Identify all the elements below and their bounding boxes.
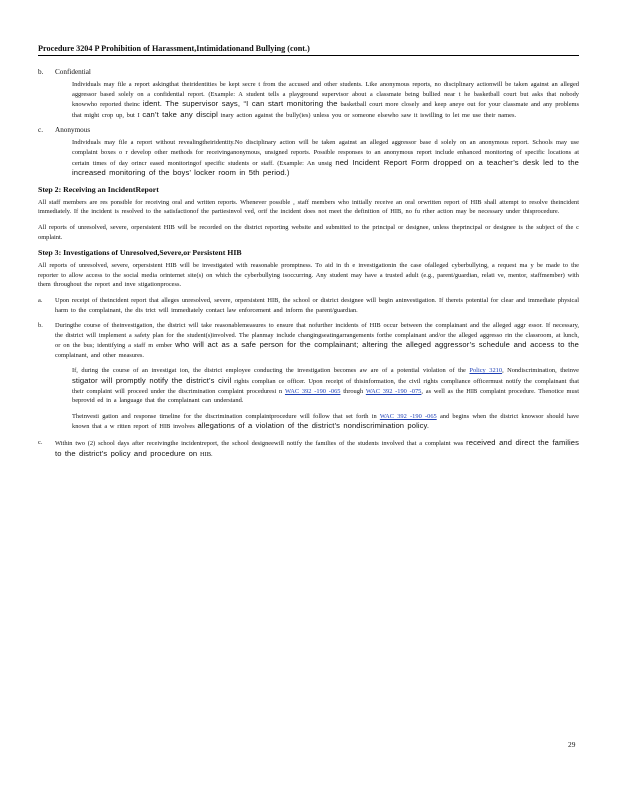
step-3-b-p2-text-3: stigator will promptly notify the district’s civil — [72, 376, 232, 386]
step-3-item-c-text-3: HIB. — [199, 450, 213, 458]
step-3-item-c — [38, 438, 579, 459]
section-b-heading — [38, 68, 579, 76]
section-c-text-2: ned Incident Report Form dropped on a teacher’s desk led to the increased monitoring of the boys’ locker room in 5th period.) — [72, 157, 579, 178]
step-2-heading: Step 2: Receiving an IncidentReport — [38, 184, 159, 194]
step-3-item-a — [38, 296, 579, 315]
step-3-b-p2-text-5: through — [343, 387, 364, 395]
section-c-letter: c. — [38, 126, 43, 135]
step-3-b-p2-text-4: rights complian ce officer. Upon receipt of thisinformation, the civil rights compliance officermust notify the complainant that their complaint will proceed under the discrimination complaint proceduresi n — [72, 378, 579, 395]
step-3-b-p2-text-2: , Nondiscrimination, theinve — [502, 367, 580, 375]
step-3-item-c-text — [55, 438, 579, 459]
step-3-item-c-text-1: Within two (2) school days after receivingthe incidentreport, the school designeewill notify the families of the students involved that a complaint was — [55, 440, 464, 448]
step-2-paragraph-2: All reports of unresolved, severe, orpersistent HIB will be recorded on the district reporting website and submitted to the principal or designee, unless theprincipal or designee is the subject of the c omplaint. — [38, 223, 579, 241]
step-3-b-p2-text-1: If, during the course of an investigat ion, the district employee conducting the investigation becomes aw are of a potential violation of the — [72, 367, 466, 375]
step-3-item-b — [38, 321, 579, 360]
section-c-text-1: Individuals may file a report without revealingtheiridentity.No disciplinary action will be taken against an alleged aggressor base d solely on an anonymous report. Schools may use complaint boxes o r develop other methods for receivinganonymous, unsigned reports. Possible responses to an anonymous report include enhanced monitoring of specific locations at certain times of day orincr eased monitoringof specific students or staff. (Example: An unsig — [72, 139, 579, 167]
step-3-item-c-letter: c. — [38, 439, 43, 447]
section-b-text-2: ident. The supervisor says, “I can start monitoring the — [142, 99, 338, 109]
page-header: Procedure 3204 P Prohibition of Harassment,Intimidationand Bullying (cont.) — [38, 44, 579, 56]
section-b-label: Confidential — [55, 68, 91, 76]
wac-392-190-075-link[interactable]: WAC 392 -190 -075 — [365, 387, 422, 395]
step-3-item-b-text-1: Duringthe course of theinvestigation, the district will take reasonablemeasures to ensure that nofurther incidents of HIB occur between the complainant and the alleged aggr essor. If necessary, the district will implement a safety plan for the student(s)involved. The planmay include changingseatingarrangements forthe complainant and/or the alleged aggresso rin the classroom, at lunch, or on the bus; identifying a staff m ember — [55, 322, 579, 350]
section-b-text-5: inary action against the bully(ies) unless you or someone elsewho saw it iswilling to let me use their names. — [220, 111, 517, 119]
step-3-item-a-letter: a. — [38, 296, 43, 304]
wac-392-190-065-link[interactable]: WAC 392 -190 -065 — [284, 387, 341, 395]
document-body — [38, 62, 579, 465]
section-c-label: Anonymous — [55, 126, 91, 135]
step-3-item-b-text-2: who will act as a safe person for the complainant; altering the alleged aggressor’s schedule and access to the — [175, 340, 579, 350]
step-3-item-b-paragraph-3 — [72, 412, 579, 432]
page-number: 29 — [568, 740, 576, 749]
section-b-text-1: Individuals may file a report askingthat theiridentities be kept secre t from the accused and other students. Like anonymous reports, no disciplinary actionwill be taken against an alleged aggressor based solely on a confidential report. (Example: A student tells a playground supervisor about a classmate being bullied near t he basketball court but asks that nobody knowwho reported theinc — [72, 81, 579, 109]
section-b-letter: b. — [38, 68, 44, 76]
step-3-heading: Step 3: Investigations of Unresolved,Severe,or Persistent HIB — [38, 248, 242, 258]
step-3-paragraph-1: All reports of unresolved, severe, orpersistent HIB will be investigated with reasonable promptness. To aid in th e investigationin the case ofalleged cyberbullying, a request ma y be made to the reporter to allow access to the social media orinternet site(s) on which the cyberbullying isoccurring. Any student may have a trusted adult (e.g., parent/guardian, relati ve, mentor, staffmember) with them throughout the report and inve stigationprocess. — [38, 262, 579, 289]
section-b-text-4: can’t take any discipl — [142, 109, 218, 119]
wac-392-190-065-link-2[interactable]: WAC 392 -190 -065 — [379, 412, 437, 420]
step-3-item-b-letter: b. — [38, 322, 43, 330]
section-c-paragraph — [72, 138, 579, 178]
section-c-heading — [38, 126, 579, 134]
step-3-item-b-text — [55, 321, 579, 360]
step-2-paragraph-1: All staff members are res ponsible for receiving oral and written reports. Whenever possible , staff members who initially receive an oral orwritten report of HIB shall attempt to resolve theincident immediately. If the incident is resolved to the satisfactionof the partiesinvol ved, orif the incident does not meet the definition of HIB, no fu rther action may be necessary under thisprocedure. — [38, 198, 579, 216]
section-b-paragraph — [72, 80, 579, 120]
step-3-item-a-text: Upon receipt of theincident report that alleges unresolved, severe, orpersistent HIB, the school or district designee will begin aninvestigation. If thereis potential for clear and immediate physical harm to the complainant, the dis trict will immediately contact law enforcement and inform the parent/guardian. — [55, 296, 579, 314]
step-3-item-b-paragraph-2 — [72, 366, 579, 405]
policy-3210-link[interactable]: Policy 3210 — [469, 367, 503, 375]
step-3-b-p3-text-1: Theinvesti gation and response timeline for the discrimination complaintprocedure will follow that set forth in — [72, 412, 377, 420]
step-3-item-b-text-3: complainant, and other measures. — [55, 351, 145, 359]
step-3-b-p3-text-2: and begins when the district knowsor should have known that a w ritten report of HIB involves — [72, 412, 579, 431]
section-b-text-3: basketball court more closely and keep aneye out for your classmate and any problems that might crop up, but I — [72, 101, 579, 119]
step-3-b-p3-text-3: allegations of a violation of the district’s nondiscrimination policy. — [197, 421, 430, 431]
step-3-b-p2-text-6: , as well as the HIB complaint procedure. Thenotice must beprovid ed in a language that the complainant can understand. — [72, 387, 579, 405]
step-3-item-c-text-2: received and direct the families to the district’s policy and procedure on — [55, 438, 580, 458]
